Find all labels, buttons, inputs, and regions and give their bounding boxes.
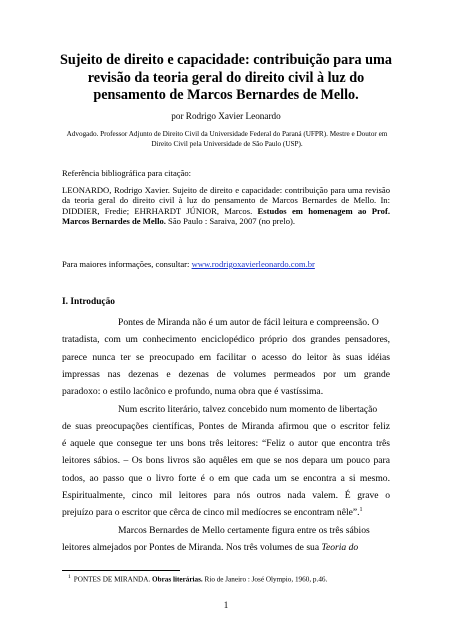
- body-line: parece nunca ter se preocupado em facilitar o acesso do leitor às suas idéias: [62, 351, 390, 363]
- footnote-divider: [62, 570, 180, 571]
- section-heading: I. Introdução: [62, 297, 115, 307]
- author-line: por Rodrigo Xavier Leonardo: [171, 111, 281, 121]
- document-title: Sujeito de direito e capacidade: contribuição para uma revisão da teoria geral do direito civil à luz do pensamento de Marcos Bernardes de Mello.: [60, 52, 392, 103]
- reference-citation: [62, 185, 390, 227]
- book-title-italic: Teoria do: [321, 541, 359, 553]
- body-line-with-footnote: [62, 506, 390, 520]
- footnote-number: 1: [68, 574, 71, 580]
- more-info-label: Para maiores informações, consultar:: [62, 259, 192, 269]
- body-line: impressas nas dezenas e dezenas de volumes permeados por um grande: [62, 368, 390, 380]
- body-line: de suas preocupações científicas, Pontes de Miranda afirmou que o escritor feliz: [62, 420, 390, 432]
- reference-text-part2: São Paulo : Saraiva, 2007 (no prelo).: [165, 216, 296, 227]
- reference-text-part1: LEONARDO, Rodrigo Xavier. Sujeito de direito e capacidade: contribuição para uma revisão da teoria geral do direito civil à luz do pensamento de Marcos Bernardes de Mello. In: DIDDIER, Fredie; EHRHARDT JÚNIOR, Marcos.: [62, 185, 390, 216]
- page-number: 1: [223, 600, 229, 610]
- footnote-marker[interactable]: 1: [359, 507, 363, 514]
- body-line-text: prejuízo para o escritor que cêrca de cinco mil medíocres se encontram nêle”.: [62, 507, 360, 519]
- reference-heading: Referência bibliográfica para citação:: [62, 168, 192, 178]
- body-line: [62, 541, 390, 555]
- more-info-line: [62, 259, 315, 269]
- body-line: Pontes de Miranda não é um autor de fácil leitura e compreensão. O: [118, 317, 379, 328]
- body-line: todos, ao passo que o livro forte é o em que cada um se encontra a si mesmo.: [62, 472, 390, 484]
- body-line-text: leitores almejados por Pontes de Miranda. Nos três volumes de sua: [62, 541, 322, 553]
- reference-book-title: Estudos em homenagem ao Prof. Marcos Bernardes de Mello.: [62, 205, 390, 227]
- footnote-book-title: Obras literárias.: [152, 575, 203, 584]
- body-line: Espiritualmente, cinco mil leitores para nós outros nada valem. É grave o: [62, 490, 390, 501]
- body-line: é aquele que consegue ter uns bons três leitores: “Feliz o autor que encontra três: [62, 438, 390, 450]
- body-line: tratadista, com um conhecimento enciclopédico próprio dos grandes pensadores,: [62, 334, 390, 346]
- website-link[interactable]: www.rodrigoxavierleonardo.com.br: [191, 259, 315, 269]
- body-line: paradoxo: o estilo lacônico e profundo, numa obra que é vastíssima.: [62, 386, 324, 398]
- body-line: leitores sábios. – Os bons livros são aquêles em que se nos depara um pouco para: [62, 455, 390, 467]
- footnote-text-part1: PONTES DE MIRANDA.: [73, 575, 153, 584]
- author-affiliation: Advogado. Professor Adjunto de Direito Civil da Universidade Federal do Paraná (UFPR). Mestre e Doutor em Direito Civil pela Universidade de São Paulo (USP).: [66, 130, 388, 148]
- footnote-text-part2: Rio de Janeiro : José Olympio, 1960, p.46.: [202, 575, 328, 584]
- body-line: Marcos Bernardes de Mello certamente figura entre os três sábios: [118, 524, 370, 536]
- body-line: Num escrito literário, talvez concebido num momento de libertação: [118, 403, 378, 415]
- footnote: [62, 574, 327, 583]
